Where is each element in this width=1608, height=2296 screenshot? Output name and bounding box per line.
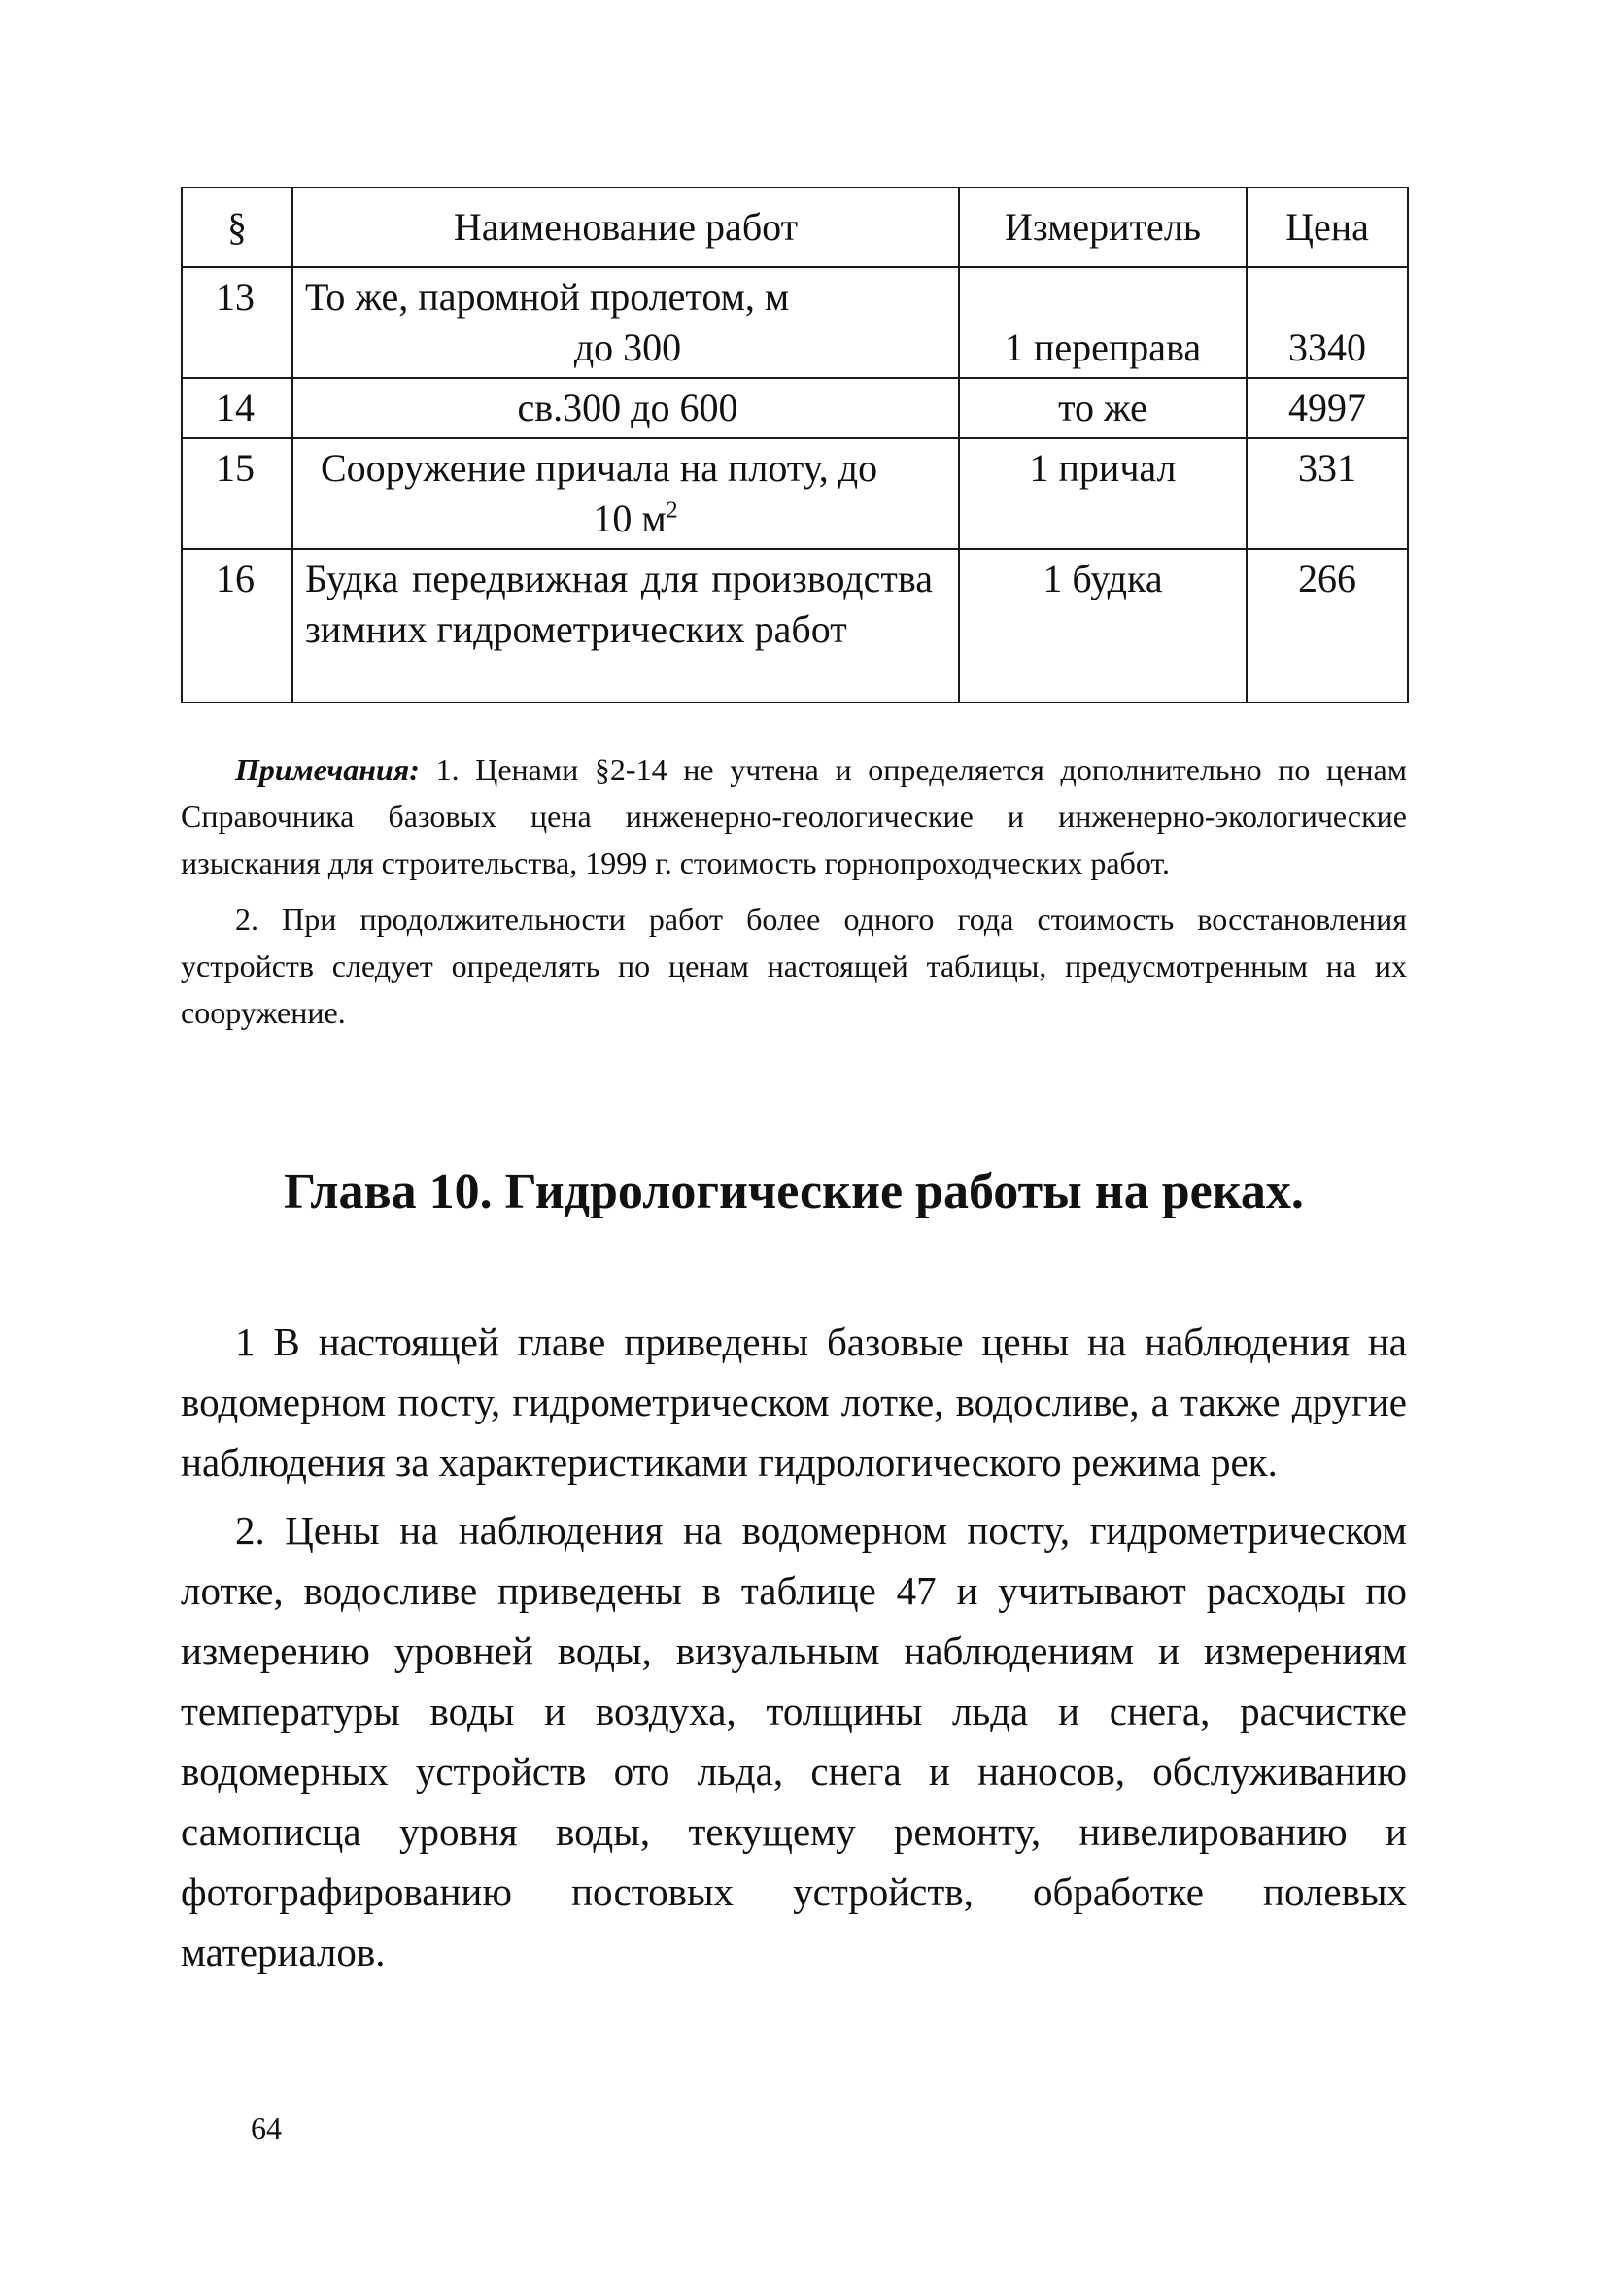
row-unit: то же — [959, 378, 1247, 438]
row-name — [292, 438, 959, 549]
row-name: св.300 до 600 — [292, 378, 959, 438]
row-name-line1: То же, паромной пролетом, м — [305, 275, 790, 319]
row-unit: 1 причал — [959, 438, 1247, 549]
row-price: 331 — [1247, 438, 1408, 549]
row-num: 16 — [182, 549, 292, 703]
chapter-body — [181, 1312, 1407, 1982]
body-paragraph-1: 1 В настоящей главе приведены базовые цены на наблюдения на водомерном посту, гидрометрическом лотке, водосливе, а также другие наблюдения за характеристиками гидрологического режима рек. — [181, 1319, 1407, 1485]
row-num: 15 — [182, 438, 292, 549]
note-1-text: 1. Ценами §2-14 не учтена и определяется дополнительно по ценам Справочника базовых цена инженерно-геологические и инженерно-экологические изыскания для строительства, 1999 г. стоимость горнопроходческих работ. — [181, 752, 1408, 880]
row-unit: 1 переправа — [959, 267, 1247, 378]
header-unit: Измеритель — [959, 188, 1247, 267]
row-price: 4997 — [1247, 378, 1408, 438]
row-name-line2 — [321, 494, 950, 544]
row-name-area-exponent: 2 — [666, 497, 678, 524]
page-number: 64 — [251, 2110, 282, 2145]
header-name: Наименование работ — [292, 188, 959, 267]
row-num: 13 — [182, 267, 292, 378]
header-price: Цена — [1247, 188, 1408, 267]
row-price: 3340 — [1247, 267, 1408, 378]
table-row — [182, 267, 1408, 378]
row-name-area: 10 м — [593, 497, 667, 540]
table-row — [182, 549, 1408, 703]
row-name-line2: до 300 — [573, 326, 682, 369]
row-name: Будка передвижная для производства зимних гидрометрических работ — [292, 549, 959, 703]
row-num: 14 — [182, 378, 292, 438]
row-name — [292, 267, 959, 378]
table-row — [182, 438, 1408, 549]
table-header-row — [182, 188, 1408, 267]
note-1 — [181, 746, 1407, 886]
row-unit: 1 будка — [959, 549, 1247, 703]
note-2: 2. При продолжительности работ более одного года стоимость восстановления устройств следует определять по ценам настоящей таблицы, предусмотренным на их сооружение. — [181, 902, 1407, 1030]
notes-label: Примечания: — [235, 752, 420, 787]
header-num: § — [182, 188, 292, 267]
row-price: 266 — [1247, 549, 1408, 703]
chapter-title: Глава 10. Гидрологические работы на реках. — [284, 1164, 1304, 1219]
body-paragraph-2: 2. Цены на наблюдения на водомерном посту, гидрометрическом лотке, водосливе приведены в таблице 47 и учитывают расходы по измерению уровней воды, визуальным наблюдениям и измерениям температуры воды и воздуха, толщины льда и снега, расчистке водомерных устройств ото льда, снега и наносов, обслуживанию самописца уровня воды, текущему ремонту, нивелированию и фотографированию постовых устройств, обработке полевых материалов. — [181, 1508, 1407, 1974]
table-row — [182, 378, 1408, 438]
price-table — [181, 187, 1409, 703]
row-name-line1: Сооружение причала на плоту, до — [321, 446, 878, 490]
table-notes — [181, 746, 1407, 1036]
